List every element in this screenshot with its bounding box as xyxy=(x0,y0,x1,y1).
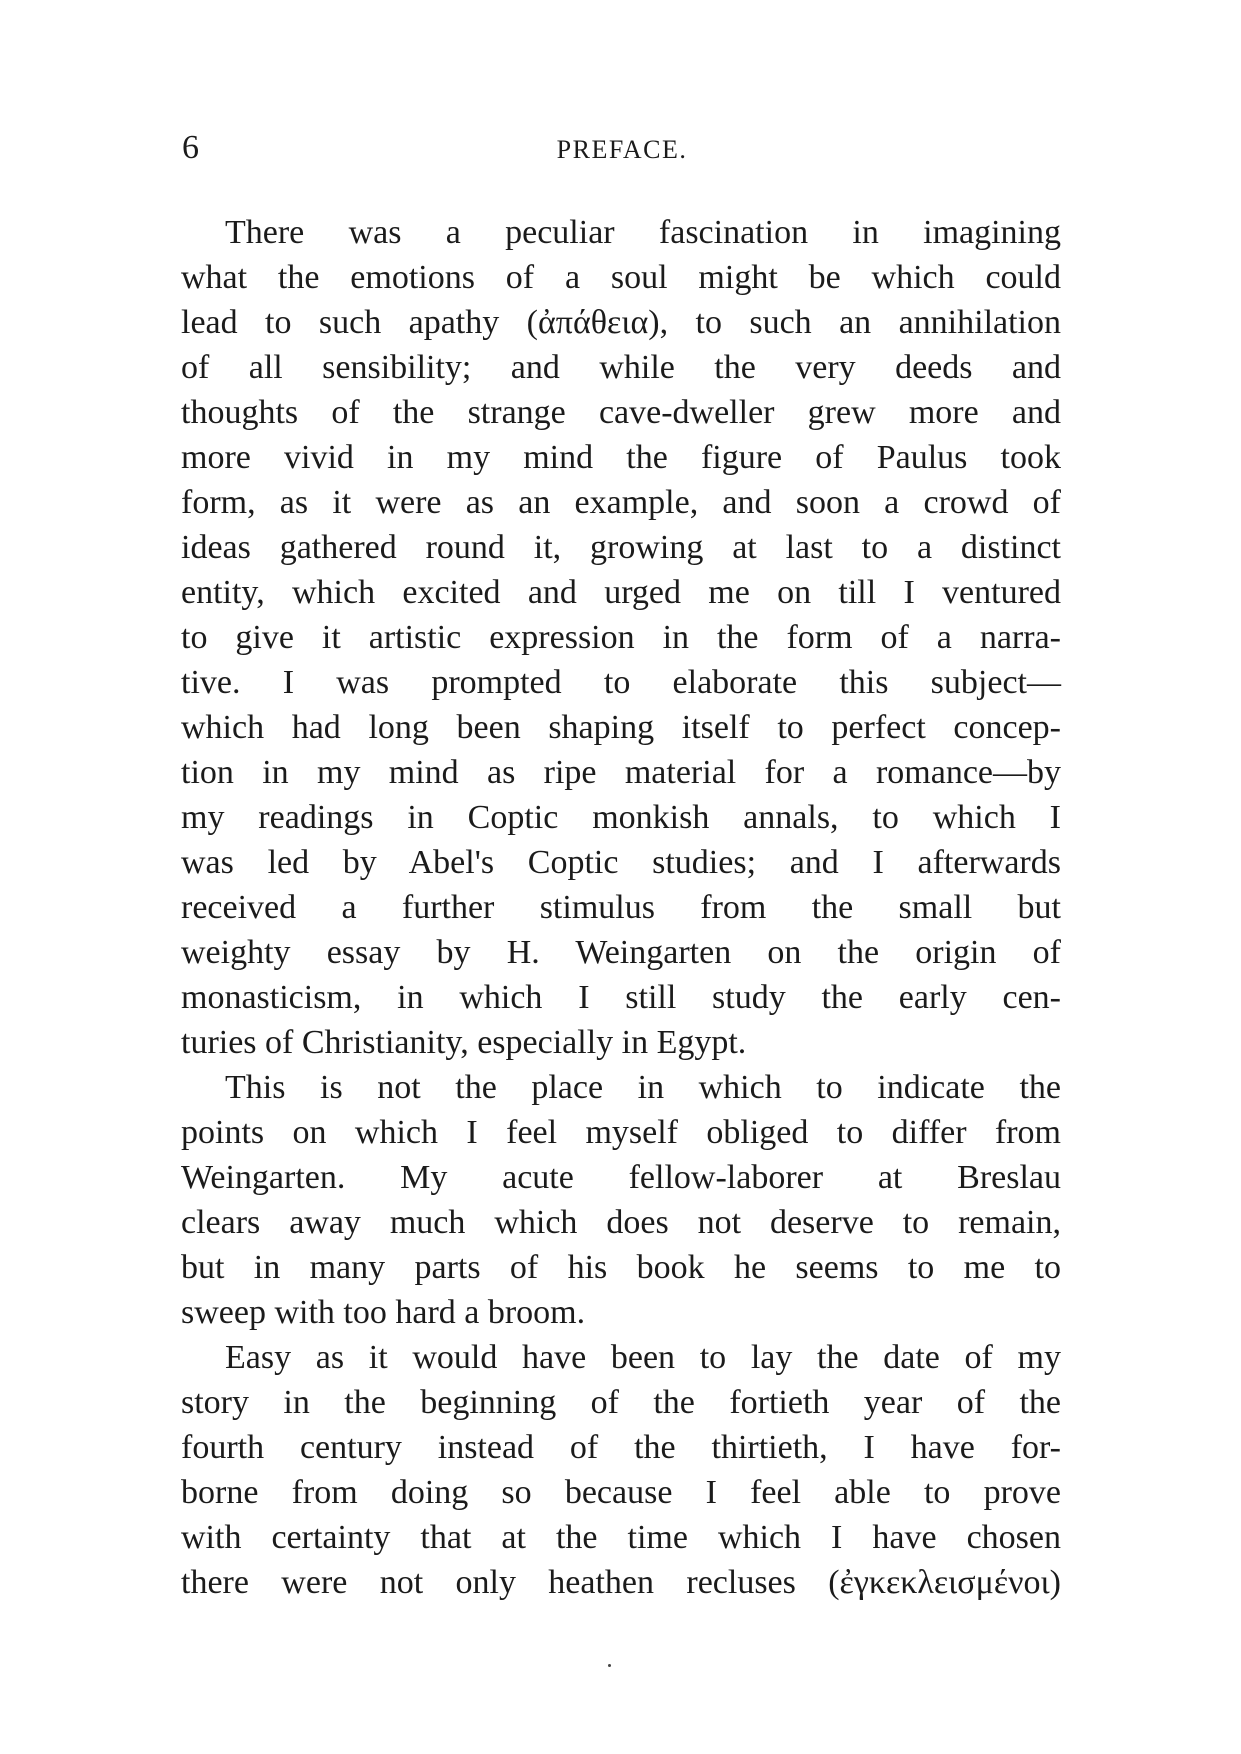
text-line: tive. I was prompted to elaborate this subject— xyxy=(181,664,1061,701)
paragraph-3 xyxy=(181,1335,1061,1605)
text-line: of all sensibility; and while the very deeds and xyxy=(181,349,1061,386)
print-speck xyxy=(608,1664,611,1667)
text-line: fourth century instead of the thirtieth, I have for- xyxy=(181,1429,1061,1466)
paragraph-1 xyxy=(181,210,1061,1065)
page-header xyxy=(182,128,1062,168)
text-line: ideas gathered round it, growing at last to a distinct xyxy=(181,529,1061,566)
text-line: monasticism, in which I still study the early cen- xyxy=(181,979,1061,1016)
page-body xyxy=(181,210,1061,1605)
text-line: points on which I feel myself obliged to differ from xyxy=(181,1114,1061,1151)
text-line: tion in my mind as ripe material for a romance—by xyxy=(181,754,1061,791)
text-line: received a further stimulus from the small but xyxy=(181,889,1061,926)
text-line: Weingarten. My acute fellow-laborer at Breslau xyxy=(181,1159,1061,1196)
text-line: lead to such apathy (ἀπάθεια), to such an annihilation xyxy=(181,304,1061,341)
text-line: there were not only heathen recluses (ἐγκεκλεισμένοι) xyxy=(181,1564,1061,1601)
text-line: This is not the place in which to indicate the xyxy=(225,1069,1061,1106)
text-line: Easy as it would have been to lay the date of my xyxy=(225,1339,1061,1376)
text-line: to give it artistic expression in the form of a narra- xyxy=(181,619,1061,656)
text-line: borne from doing so because I feel able to prove xyxy=(181,1474,1061,1511)
text-line: sweep with too hard a broom. xyxy=(181,1294,586,1331)
text-line: entity, which excited and urged me on till I ventured xyxy=(181,574,1061,611)
text-line: but in many parts of his book he seems to me to xyxy=(181,1249,1061,1286)
text-line: with certainty that at the time which I have chosen xyxy=(181,1519,1061,1556)
text-line: form, as it were as an example, and soon a crowd of xyxy=(181,484,1061,521)
text-line: There was a peculiar fascination in imagining xyxy=(225,214,1061,251)
text-line: what the emotions of a soul might be which could xyxy=(181,259,1061,296)
page-number: 6 xyxy=(182,129,199,166)
text-line: turies of Christianity, especially in Egypt. xyxy=(181,1024,747,1061)
text-line: which had long been shaping itself to perfect concep- xyxy=(181,709,1061,746)
text-line: weighty essay by H. Weingarten on the origin of xyxy=(181,934,1061,971)
text-line: thoughts of the strange cave-dweller grew more and xyxy=(181,394,1061,431)
paragraph-2 xyxy=(181,1065,1061,1335)
running-head: PREFACE. xyxy=(556,135,688,164)
text-line: my readings in Coptic monkish annals, to which I xyxy=(181,799,1061,836)
text-line: was led by Abel's Coptic studies; and I afterwards xyxy=(181,844,1061,881)
text-line: clears away much which does not deserve to remain, xyxy=(181,1204,1061,1241)
text-line: more vivid in my mind the figure of Paulus took xyxy=(181,439,1061,476)
text-line: story in the beginning of the fortieth year of the xyxy=(181,1384,1061,1421)
